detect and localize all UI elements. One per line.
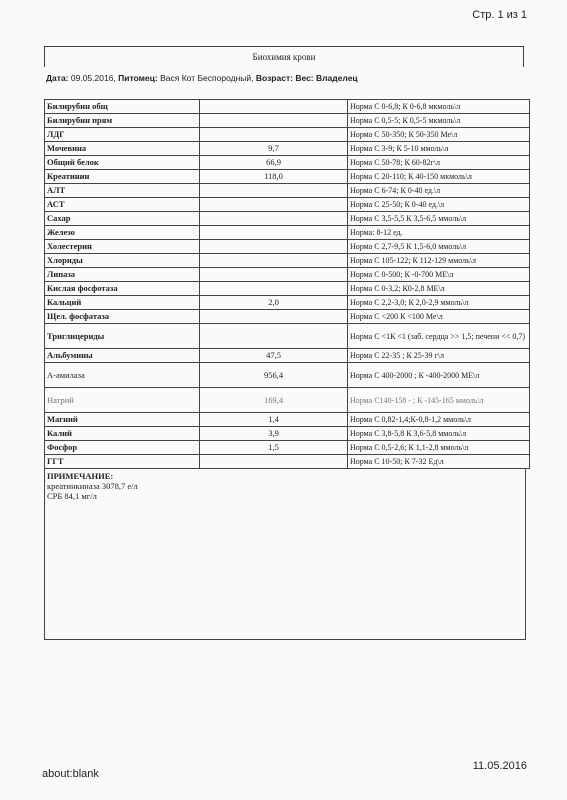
date-label: Дата: [46,73,69,83]
table-row [45,310,530,324]
test-norm: Норма С 2,7-9,5 К 1,5-6,0 ммоль\л [348,240,530,254]
test-name: Билирубин прям [45,114,200,128]
test-value: 3,9 [200,427,348,441]
notes-line: СРБ 84,1 мг/л [47,491,97,501]
test-value: 956,4 [200,363,348,388]
test-name: ГГТ [45,455,200,469]
test-norm: Норма С 25-50; К 0-40 ед.\л [348,198,530,212]
test-name: Билирубин общ [45,100,200,114]
test-norm: Норма С 6-74; К 0-40 ед.\л [348,184,530,198]
table-row [45,128,530,142]
weight-label: Вес: [295,73,314,83]
test-name: Магний [45,413,200,427]
test-value: 2,0 [200,296,348,310]
test-value [200,114,348,128]
table-row [45,212,530,226]
test-norm: Норма С 0-6,8; К 0-6,8 мкмоль\л [348,100,530,114]
test-norm: Норма С140-158 - ; К -145-165 ммоль\л [348,388,530,413]
test-name: АСТ [45,198,200,212]
table-row [45,268,530,282]
test-norm: Норма С 105-122; К 112-129 ммоль\л [348,254,530,268]
test-value [200,254,348,268]
table-row [45,413,530,427]
test-value: 1,5 [200,441,348,455]
test-name: Фосфор [45,441,200,455]
test-name: Креатинин [45,170,200,184]
table-row [45,170,530,184]
table-row [45,184,530,198]
test-value: 1,4 [200,413,348,427]
table-row [45,296,530,310]
test-norm: Норма С 50-78; К 60-82г\л [348,156,530,170]
test-norm: Норма С 22-35 ; К 25-39 г\л [348,349,530,363]
test-value [200,455,348,469]
test-name: АЛТ [45,184,200,198]
test-name: ЛДГ [45,128,200,142]
table-row [45,282,530,296]
test-norm: Норма С <200 К <100 Ме\л [348,310,530,324]
test-value [200,324,348,349]
test-norm: Норма С 3-9; К 5-10 ммоль\л [348,142,530,156]
test-name: Общий белок [45,156,200,170]
test-value [200,310,348,324]
test-norm: Норма С <1К <1 (заб. сердца >> 1,5; печени << 0,7) [348,324,530,349]
table-row [45,156,530,170]
pet-label: Питомец: [118,73,158,83]
test-value [200,226,348,240]
notes-box [44,469,526,640]
table-row [45,198,530,212]
test-name: Липаза [45,268,200,282]
table-row [45,363,530,388]
table-row [45,100,530,114]
table-row [45,349,530,363]
test-value [200,212,348,226]
results-table [44,99,530,469]
test-value [200,100,348,114]
test-norm: Норма С 0,82-1,4;К-0,8-1,2 ммоль\л [348,413,530,427]
table-row [45,254,530,268]
test-name: Альбумины [45,349,200,363]
age-label: Возраст: [255,73,293,83]
table-row [45,388,530,413]
test-name: Холестерин [45,240,200,254]
test-name: Мочевина [45,142,200,156]
test-name: А-амилаза [45,363,200,388]
test-value: 9,7 [200,142,348,156]
date-value: 09.05.2016, [70,73,116,83]
table-row [45,142,530,156]
test-value: 118,0 [200,170,348,184]
test-name: Триглицериды [45,324,200,349]
table-row [45,226,530,240]
notes-line: креатинкиназа 3078,7 е/л [47,481,138,491]
test-name: Натрий [45,388,200,413]
test-norm: Норма С 20-110; К 40-150 мкмоль\л [348,170,530,184]
table-row [45,114,530,128]
test-norm: Норма С 3,5-5,5 К 3,5-6,5 ммоль\л [348,212,530,226]
table-row [45,324,530,349]
page-number: Стр. 1 из 1 [472,9,527,21]
table-row [45,441,530,455]
patient-info [44,67,524,99]
pet-value: Вася Кот Беспородный, [160,73,254,83]
test-norm: Норма С 400-2000 ; К -400-2000 МЕ\л [348,363,530,388]
table-row [45,427,530,441]
test-norm: Норма: 8-12 ед. [348,226,530,240]
test-value [200,184,348,198]
footer-url: about:blank [42,768,99,780]
test-name: Калий [45,427,200,441]
test-name: Хлориды [45,254,200,268]
test-name: Кальций [45,296,200,310]
test-value [200,198,348,212]
owner-label: Владелец [316,73,358,83]
test-name: Сахар [45,212,200,226]
test-norm: Норма С 0,5-2,6; К 1,1-2,8 ммоль\л [348,441,530,455]
test-value: 169,4 [200,388,348,413]
test-norm: Норма С 2,2-3,0; К 2,0-2,9 ммоль\л [348,296,530,310]
test-value [200,240,348,254]
table-row [45,240,530,254]
test-value [200,128,348,142]
test-norm: Норма С 50-350; К 50-350 Ме\л [348,128,530,142]
test-value: 47,5 [200,349,348,363]
test-value [200,282,348,296]
test-norm: Норма С 0,5-5; К 0,5-5 мкмоль\л [348,114,530,128]
notes-title: ПРИМЕЧАНИЕ: [47,471,114,481]
report-sheet [44,46,524,640]
test-name: Железо [45,226,200,240]
table-row [45,455,530,469]
test-value: 66,9 [200,156,348,170]
test-name: Кислая фосфотаза [45,282,200,296]
test-norm: Норма С 3,8-5,8 К 3,6-5,8 ммоль\л [348,427,530,441]
report-title: Биохимия крови [44,46,524,67]
test-value [200,268,348,282]
footer-date: 11.05.2016 [472,760,527,772]
test-norm: Норма С 0-3,2; К0-2,8 МЕ\л [348,282,530,296]
test-norm: Норма С 0-500; К -0-700 МЕ\л [348,268,530,282]
test-norm: Норма С 10-50; К 7-32 Ед\л [348,455,530,469]
test-name: Щел. фосфатаза [45,310,200,324]
